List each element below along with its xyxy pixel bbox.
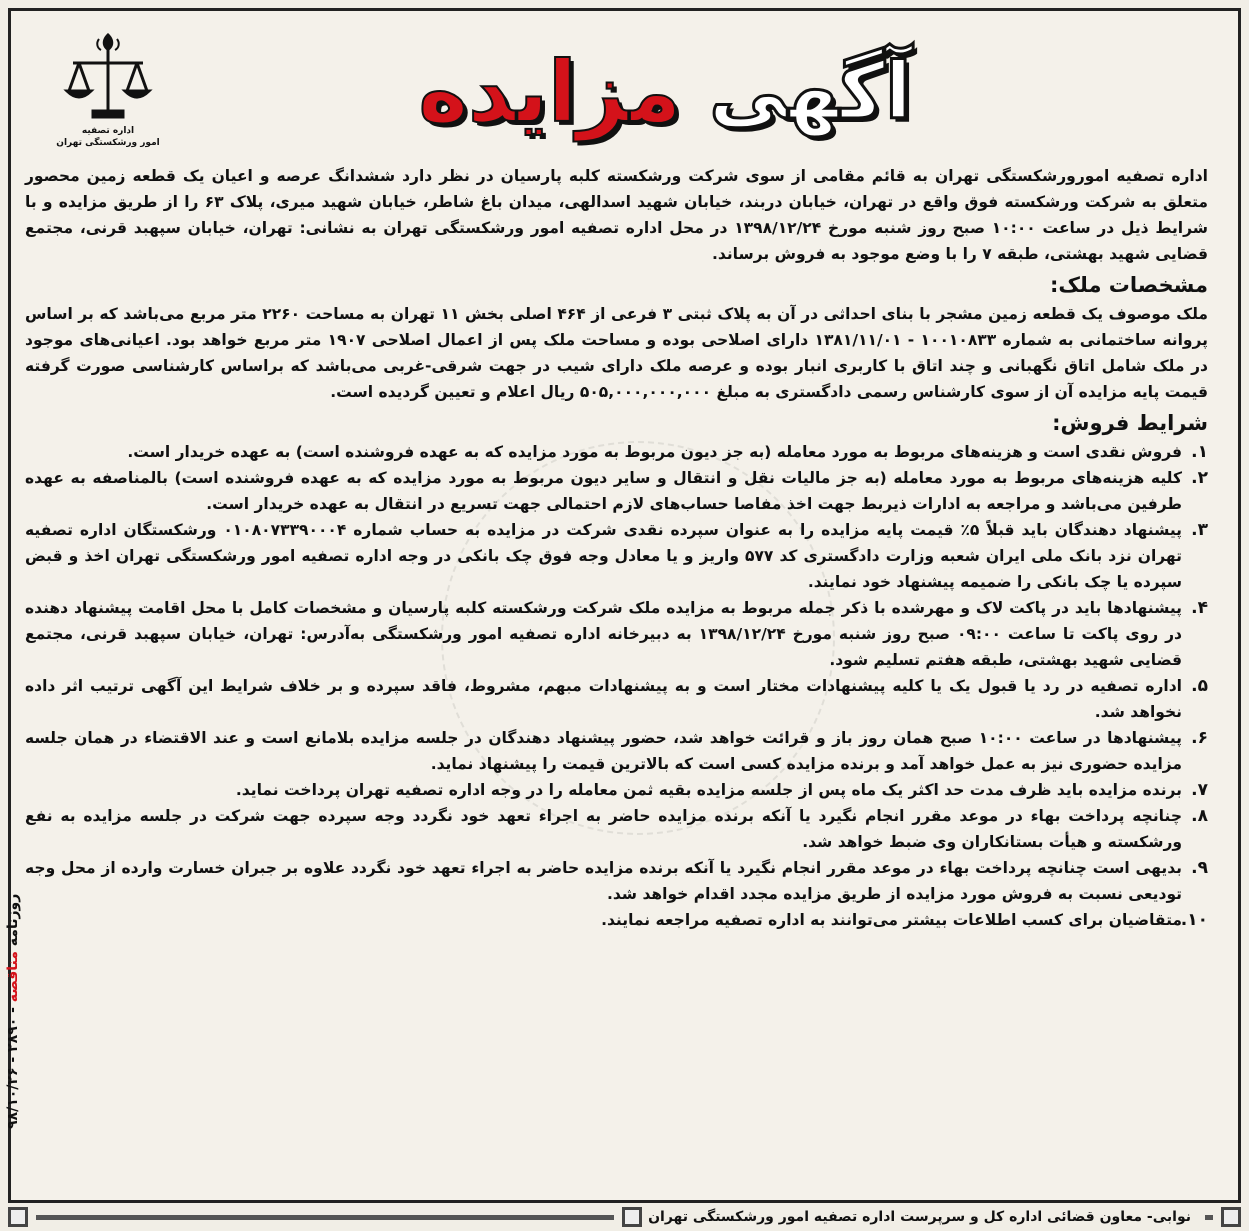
condition-text: چنانچه پرداخت بهاء در موعد مقرر انجام نگیرد یا آنکه برنده مزایده حاضر به اجراء تعهد خود نگردد وجه سپرده جهت شرکت در جلسه مزایده به نفع ورشکسته و هیأت بستانکاران وی ضبط خواهد شد.	[25, 807, 1182, 851]
condition-item	[25, 725, 1208, 777]
condition-text: اداره تصفیه در رد یا قبول یک یا کلیه پیشنهادات مختار است و به پیشنهادات مبهم، مشروط، فاقد سپرده و بر خلاف شرایط این آگهی ترتیب اثر داده نخواهد شد.	[25, 677, 1182, 721]
footer-box-left	[8, 1207, 28, 1227]
conditions-heading: شرایط فروش:	[1052, 411, 1208, 435]
condition-item	[25, 907, 1208, 933]
logo-line-1: اداره تصفیه	[81, 126, 135, 136]
agency-logo	[53, 29, 163, 157]
condition-item	[25, 803, 1208, 855]
condition-item	[25, 439, 1208, 465]
condition-item	[25, 465, 1208, 517]
logo-line-2: امور ورشکستگی تهران	[56, 138, 160, 148]
condition-text: برنده مزایده باید ظرف مدت حد اکثر یک ماه پس از جلسه مزایده بقیه ثمن معامله را در وجه اداره تصفیه تهران پرداخت نماید.	[235, 781, 1182, 799]
footer-box-mid	[622, 1207, 642, 1227]
condition-item	[25, 673, 1208, 725]
specs-paragraph: ملک موصوف یک قطعه زمین مشجر با بنای احداثی در آن به پلاک ثبتی ۳ فرعی از ۴۶۴ اصلی بخش ۱۱ تهران به مساحت ۲۲۶۰ متر مربع می‌باشد که بر اساس پروانه ساختمانی به شماره ۱۰۰۱۰۸۳۳ - ۱۳۸۱/۱۱/۰۱ دارای اصلاحی بوده و مساحت ملک پس از اعمال اصلاحی ۱۹۰۷ متر مربع خواهد بود. اعیانی‌های موجود در ملک شامل اتاق نگهبانی و چند اتاق با کاربری انبار بوده و عرصه ملک دارای شیب در جهت شرقی-غربی می‌باشد که براساس کارشناسی صورت گرفته قیمت پایه مزایده آن از سوی کارشناس رسمی دادگستری به مبلغ ۵۰۵,۰۰۰,۰۰۰,۰۰۰ ریال اعلام و تعیین گردیده است.	[25, 305, 1208, 401]
condition-item	[25, 855, 1208, 907]
condition-number: ۲.	[1191, 468, 1208, 488]
condition-number: ۶.	[1191, 728, 1208, 748]
notice-content	[25, 23, 1208, 1190]
intro-org: اداره تصفیه امورورشکستگی تهران	[934, 167, 1208, 185]
conditions-list	[25, 439, 1208, 933]
condition-number: ۷.	[1191, 780, 1208, 800]
footer-box-right	[1221, 1207, 1241, 1227]
intro-paragraph	[25, 163, 1208, 267]
side-label-prefix: روزنامه	[5, 893, 21, 946]
condition-number: ۱۰.	[1180, 910, 1208, 930]
condition-number: ۴.	[1191, 598, 1208, 618]
condition-number: ۱.	[1191, 442, 1208, 462]
condition-item	[25, 595, 1208, 673]
condition-item	[25, 777, 1208, 803]
footer-rule-right	[1205, 1215, 1213, 1220]
footer-signature: نوابی- معاون قضائی اداره کل و سرپرست اداره تصفیه امور ورشکستگی تهران	[648, 1209, 1191, 1225]
notice-header	[25, 23, 1208, 163]
condition-number: ۵.	[1191, 676, 1208, 696]
side-label-brand: مناقصه	[5, 950, 21, 1002]
notice-footer	[8, 1203, 1241, 1231]
specs-heading: مشخصات ملک:	[1050, 273, 1208, 297]
title-word-notice: آگهی	[709, 47, 912, 137]
footer-rule-left	[36, 1215, 614, 1220]
condition-text: متقاضیان برای کسب اطلاعات بیشتر می‌توانند به اداره تصفیه مراجعه نمایند.	[601, 911, 1182, 929]
intro-text: به قائم مقامی از سوی شرکت ورشکسته کلبه پارسیان در نظر دارد ششدانگ عرصه و اعیان یک قطعه زمین محصور متعلق به شرکت ورشکسته فوق واقع در تهران، خیابان دربند، خیابان شهید اسدالهی، میدان باغ شاطر، خیابان شهید میری، پلاک ۶۳ را از طریق مزایده و با شرایط ذیل در ساعت ۱۰:۰۰ صبح روز شنبه مورخ ۱۳۹۸/۱۲/۲۴ در محل اداره تصفیه امور ورشکستگی تهران به نشانی: تهران، خیابان سپهبد قرنی، مجتمع قضایی شهید بهشتی، طبقه ۷ را با وضع موجود به فروش برساند.	[25, 167, 1208, 263]
condition-text: بدیهی است چنانچه پرداخت بهاء در موعد مقرر انجام نگیرد یا آنکه برنده مزایده حاضر به اجراء تعهد خود نگردد علاوه بر جبران خسارت وارده از محل وجه تودیعی نسبت به فروش مورد مزایده از طریق مزایده مجدد اقدام خواهد شد.	[25, 859, 1182, 903]
title-word-auction: مزایده	[418, 43, 682, 141]
condition-text: پیشنهادها باید در پاکت لاک و مهرشده با ذکر جمله مربوط به مزایده ملک شرکت ورشکسته کلبه پارسیان و مشخصات کامل با محل اقامت پیشنهاد دهنده در روی پاکت تا ساعت ۰۹:۰۰ صبح روز شنبه مورخ ۱۳۹۸/۱۲/۲۴ به دبیرخانه اداره تصفیه امور ورشکستگی به‌آدرس: تهران، خیابان سپهبد قرنی، مجتمع قضایی شهید بهشتی، طبقه هفتم تسلیم شود.	[25, 599, 1182, 669]
condition-text: پیشنهاد دهندگان باید قبلاً ۵٪ قیمت پایه مزایده را به عنوان سپرده نقدی شرکت در مزایده به حساب شماره ۰۱۰۸۰۷۳۳۹۰۰۰۴ ورشکستگان اداره تصفیه تهران نزد بانک ملی ایران شعبه وزارت دادگستری کد ۵۷۷ واریز و یا معادل وجه فوق چک بانکی در وجه اداره تصفیه امور ورشکستگی تهران اخذ و قبض سپرده یا چک بانکی را ضمیمه پیشنهاد خود نمایند.	[25, 521, 1182, 591]
notice-title	[405, 37, 925, 147]
condition-number: ۸.	[1191, 806, 1208, 826]
condition-text: فروش نقدی است و هزینه‌های مربوط به مورد معامله (به جز دیون مربوط به مورد مزایده که به عهده فروشنده است) به عهده خریدار است.	[127, 443, 1182, 461]
condition-text: پیشنهادها در ساعت ۱۰:۰۰ صبح همان روز باز و قرائت خواهد شد، حضور پیشنهاد دهندگان در جلسه مزایده بلامانع است و عند الاقتضاء در همان جلسه مزایده حضوری نیز به عمل خواهد آمد و برنده مزایده کسی است که بالاترین قیمت را پیشنهاد نماید.	[25, 729, 1182, 773]
side-label-suffix: - ۲۸۹۰ - ۹۸/۱۰/۲۶	[5, 1006, 21, 1129]
scales-of-justice-icon	[63, 29, 153, 125]
notice-frame	[5, 8, 1241, 1203]
condition-text: کلیه هزینه‌های مربوط به مورد معامله (به جز مالیات نقل و انتقال و سایر دیون مربوط به مورد مزایده که به عهده فروشنده است) بالمناصفه به عهده طرفین می‌باشد و مراجعه به ادارات ذیربط جهت اخذ مفاصا حساب‌های لازم احتمالی جهت تسریع در انتقال به عهده خریدار است.	[25, 469, 1182, 513]
condition-number: ۳.	[1191, 520, 1208, 540]
condition-number: ۹.	[1191, 858, 1208, 878]
condition-item	[25, 517, 1208, 595]
